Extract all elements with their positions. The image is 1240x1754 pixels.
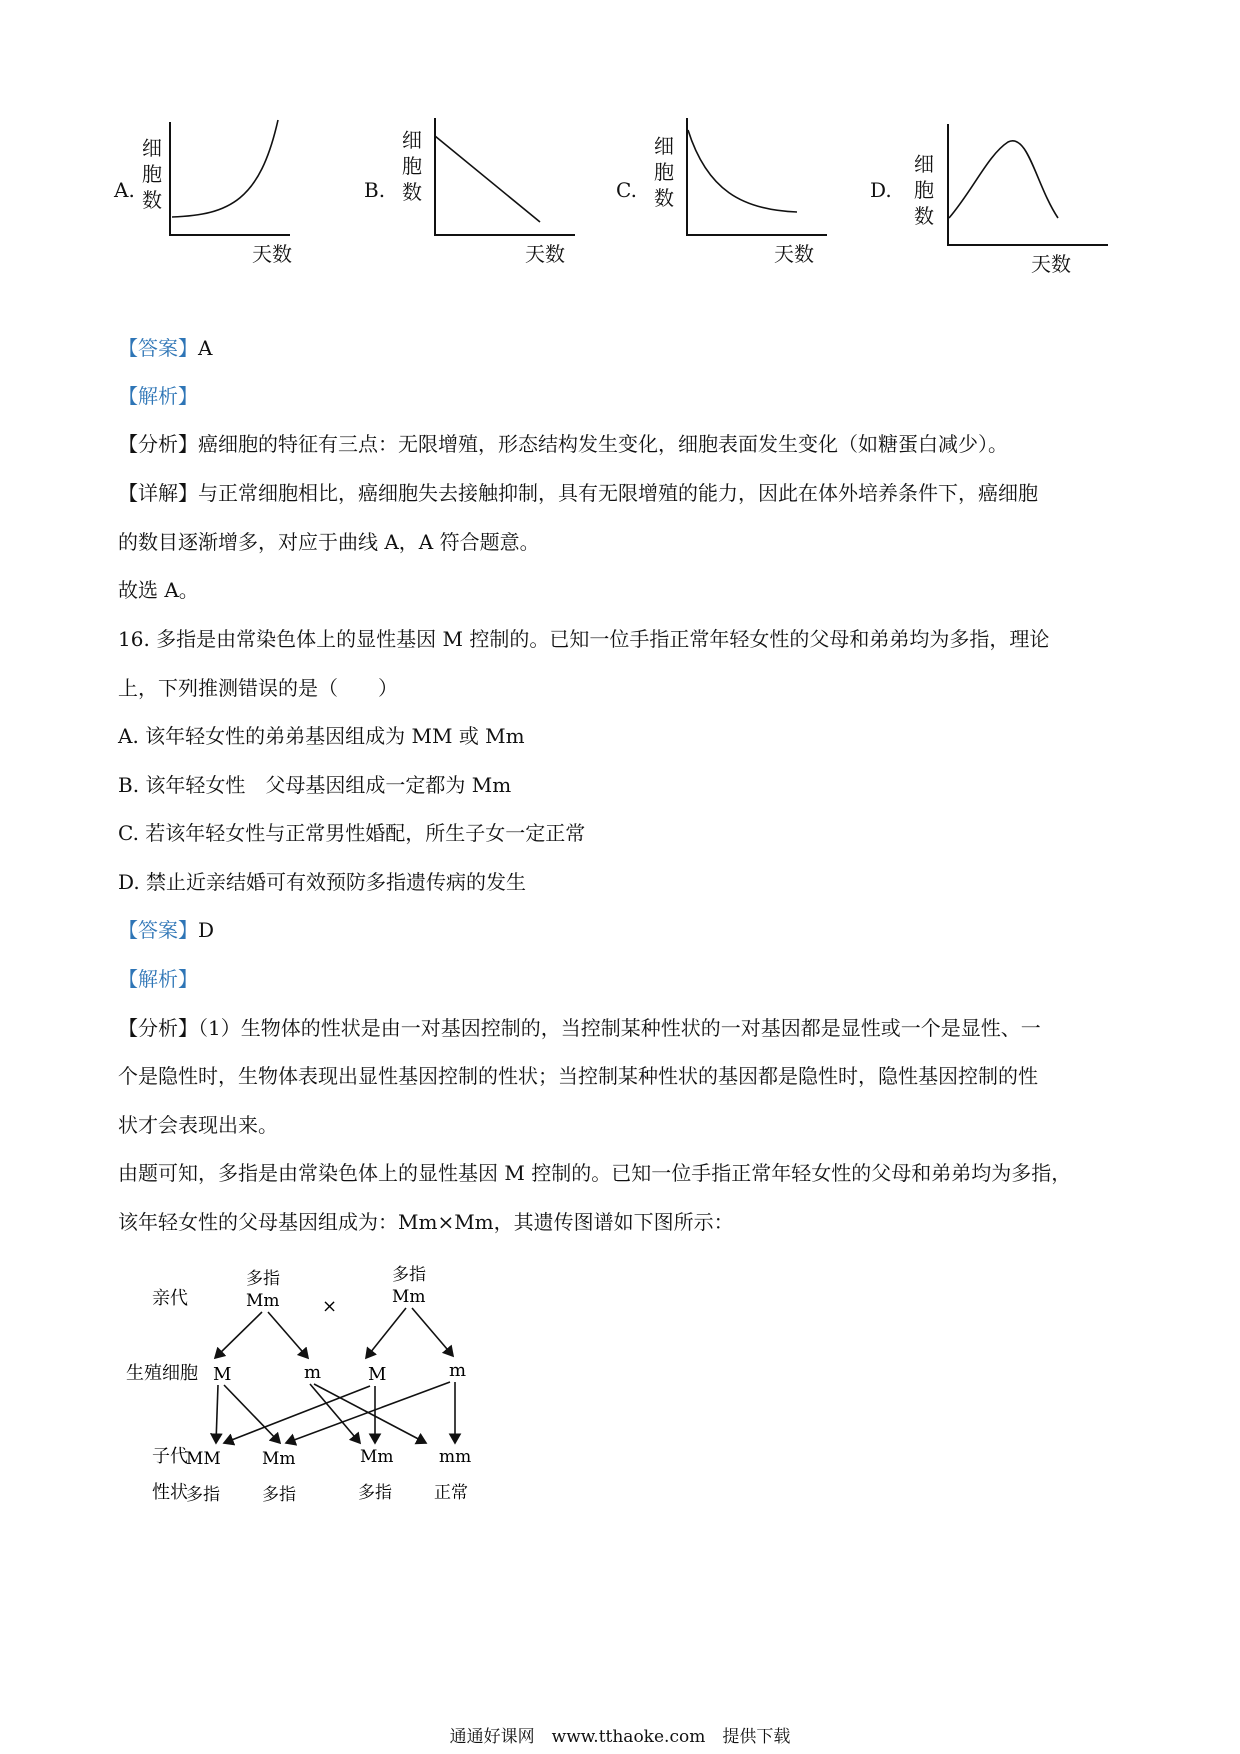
graph-b xyxy=(360,110,580,275)
fenxi-text: 个是隐性时，生物体表现出显性基因控制的性状；当控制某种性状的基因都是隐性时，隐性基因控制的性 xyxy=(118,1064,1038,1088)
axes xyxy=(687,118,827,235)
curve xyxy=(688,130,797,212)
y-label-char: 胞 xyxy=(914,178,934,202)
parent2-genotype: Mm xyxy=(392,1287,426,1307)
x-label: 天数 xyxy=(525,242,565,266)
q15-fenxi-line xyxy=(118,432,1008,456)
row-label-parents: 亲代 xyxy=(152,1288,188,1309)
gamete: M xyxy=(213,1364,232,1385)
fenxi-text: 癌细胞的特征有三点：无限增殖，形态结构发生变化，细胞表面发生变化（如糖蛋白减少）。 xyxy=(198,432,1008,456)
pedigree-diagram xyxy=(100,1260,500,1520)
fenxi-text: 状才会表现出来。 xyxy=(118,1113,278,1137)
offspring-genotype: mm xyxy=(439,1447,472,1467)
gamete: m xyxy=(449,1360,467,1381)
offspring-trait: 多指 xyxy=(262,1485,296,1505)
q16-stem-line-2 xyxy=(118,676,398,700)
option-text: A. 该年轻女性的弟弟基因组成为 MM 或 Mm xyxy=(118,724,525,748)
row-label-traits: 性状 xyxy=(152,1482,188,1503)
q15-analysis-line xyxy=(118,384,198,408)
q16-option-d xyxy=(118,870,526,894)
offspring-trait: 正常 xyxy=(434,1483,468,1503)
arrow xyxy=(268,1312,308,1358)
graph-letter: A. xyxy=(114,178,135,202)
q15-conclusion xyxy=(118,578,199,602)
y-label-char: 细 xyxy=(402,128,422,152)
option-text: C. 若该年轻女性与正常男性婚配，所生子女一定正常 xyxy=(118,821,586,845)
arrow xyxy=(224,1386,370,1443)
graph-a xyxy=(110,110,310,275)
x-label: 天数 xyxy=(1031,252,1071,276)
xiangjie-text: 的数目逐渐增多，对应于曲线 A，A 符合题意。 xyxy=(118,530,540,554)
y-label-char: 细 xyxy=(654,134,674,158)
offspring-genotype: Mm xyxy=(262,1449,296,1469)
q15-xiangjie-line-2 xyxy=(118,530,540,554)
parent1-trait: 多指 xyxy=(246,1269,280,1289)
offspring-genotype: MM xyxy=(186,1449,221,1469)
option-text: D. 禁止近亲结婚可有效预防多指遗传病的发生 xyxy=(118,870,527,894)
cross-symbol: × xyxy=(322,1296,338,1317)
parent1-genotype: Mm xyxy=(246,1291,280,1311)
option-text: B. 该年轻女性 父母基因组成一定都为 Mm xyxy=(118,773,512,797)
curve xyxy=(172,120,278,217)
arrow xyxy=(412,1308,453,1356)
q16-option-b xyxy=(118,773,511,797)
y-label-char: 胞 xyxy=(402,154,422,178)
body-text: 由题可知，多指是由常染色体上的显性基因 M 控制的。已知一位手指正常年轻女性的父母和弟弟均为多指， xyxy=(118,1161,1072,1185)
arrow xyxy=(216,1385,218,1443)
q16-text-line-2 xyxy=(118,1210,734,1234)
y-label-char: 细 xyxy=(142,136,162,160)
arrow xyxy=(286,1382,450,1443)
offspring-genotype: Mm xyxy=(360,1447,394,1467)
row-label-offspring: 子代 xyxy=(152,1446,188,1467)
q16-fenxi-line-3 xyxy=(118,1113,278,1137)
analysis-tag: 【解析】 xyxy=(118,967,198,991)
axes xyxy=(435,118,575,235)
graph-letter: C. xyxy=(616,178,637,202)
arrow xyxy=(215,1312,262,1358)
gamete: M xyxy=(368,1364,387,1385)
x-label: 天数 xyxy=(252,242,292,266)
q16-stem-line-1 xyxy=(118,627,1049,651)
body-text: 该年轻女性的父母基因组成为：Mm×Mm，其遗传图谱如下图所示： xyxy=(118,1210,734,1234)
q16-option-a xyxy=(118,724,525,748)
x-label: 天数 xyxy=(774,242,814,266)
arrow xyxy=(366,1308,406,1358)
xiangjie-text: 与正常细胞相比，癌细胞失去接触抑制，具有无限增殖的能力，因此在体外培养条件下，癌细胞 xyxy=(198,481,1038,505)
page-footer: 通通好课网 www.tthaoke.com 提供下载 xyxy=(449,1727,791,1747)
parent2-trait: 多指 xyxy=(392,1265,426,1285)
y-label-char: 数 xyxy=(654,186,674,210)
conclusion-text: 故选 A。 xyxy=(118,578,199,602)
offspring-trait: 多指 xyxy=(186,1485,220,1505)
axes xyxy=(170,122,290,235)
q16-answer-line xyxy=(118,918,214,942)
answer-value: D xyxy=(198,918,215,942)
arrow xyxy=(314,1384,426,1443)
y-label-char: 胞 xyxy=(142,162,162,186)
graph-d xyxy=(868,110,1118,285)
row-label-gametes: 生殖细胞 xyxy=(126,1363,198,1384)
y-label-char: 胞 xyxy=(654,160,674,184)
y-label-char: 细 xyxy=(914,152,934,176)
axes xyxy=(948,124,1108,245)
answer-tag: 【答案】 xyxy=(118,918,198,942)
xiangjie-tag: 【详解】 xyxy=(118,481,198,505)
graph-c xyxy=(612,110,832,275)
offspring-trait: 多指 xyxy=(358,1483,392,1503)
q16-text-line-1 xyxy=(118,1161,1071,1185)
fenxi-tag: 【分析】 xyxy=(118,432,198,456)
y-label-char: 数 xyxy=(914,204,934,228)
y-label-char: 数 xyxy=(142,188,162,212)
stem-text: 16. 多指是由常染色体上的显性基因 M 控制的。已知一位手指正常年轻女性的父母和弟弟均为多指，理论 xyxy=(118,627,1050,651)
q16-fenxi-line-1 xyxy=(118,1016,1041,1040)
answer-tag: 【答案】 xyxy=(118,336,198,360)
y-label-char: 数 xyxy=(402,180,422,204)
q16-analysis-line xyxy=(118,967,198,991)
graph-d-plot xyxy=(868,110,1118,285)
graph-letter: D. xyxy=(870,178,892,202)
stem-text: 上，下列推测错误的是（ ） xyxy=(118,676,398,700)
answer-value: A xyxy=(198,336,213,360)
curve xyxy=(435,136,540,222)
fenxi-tag: 【分析】 xyxy=(118,1016,198,1040)
gamete: m xyxy=(304,1362,322,1383)
q16-option-c xyxy=(118,821,585,845)
q15-xiangjie-line xyxy=(118,481,1038,505)
fenxi-text: （1）生物体的性状是由一对基因控制的，当控制某种性状的一对基因都是显性或一个是显性、一 xyxy=(198,1016,1041,1040)
q15-answer-line xyxy=(118,336,212,360)
curve xyxy=(949,141,1058,218)
analysis-tag: 【解析】 xyxy=(118,384,198,408)
q16-fenxi-line-2 xyxy=(118,1064,1038,1088)
arrow xyxy=(224,1385,280,1443)
graph-letter: B. xyxy=(364,178,386,202)
